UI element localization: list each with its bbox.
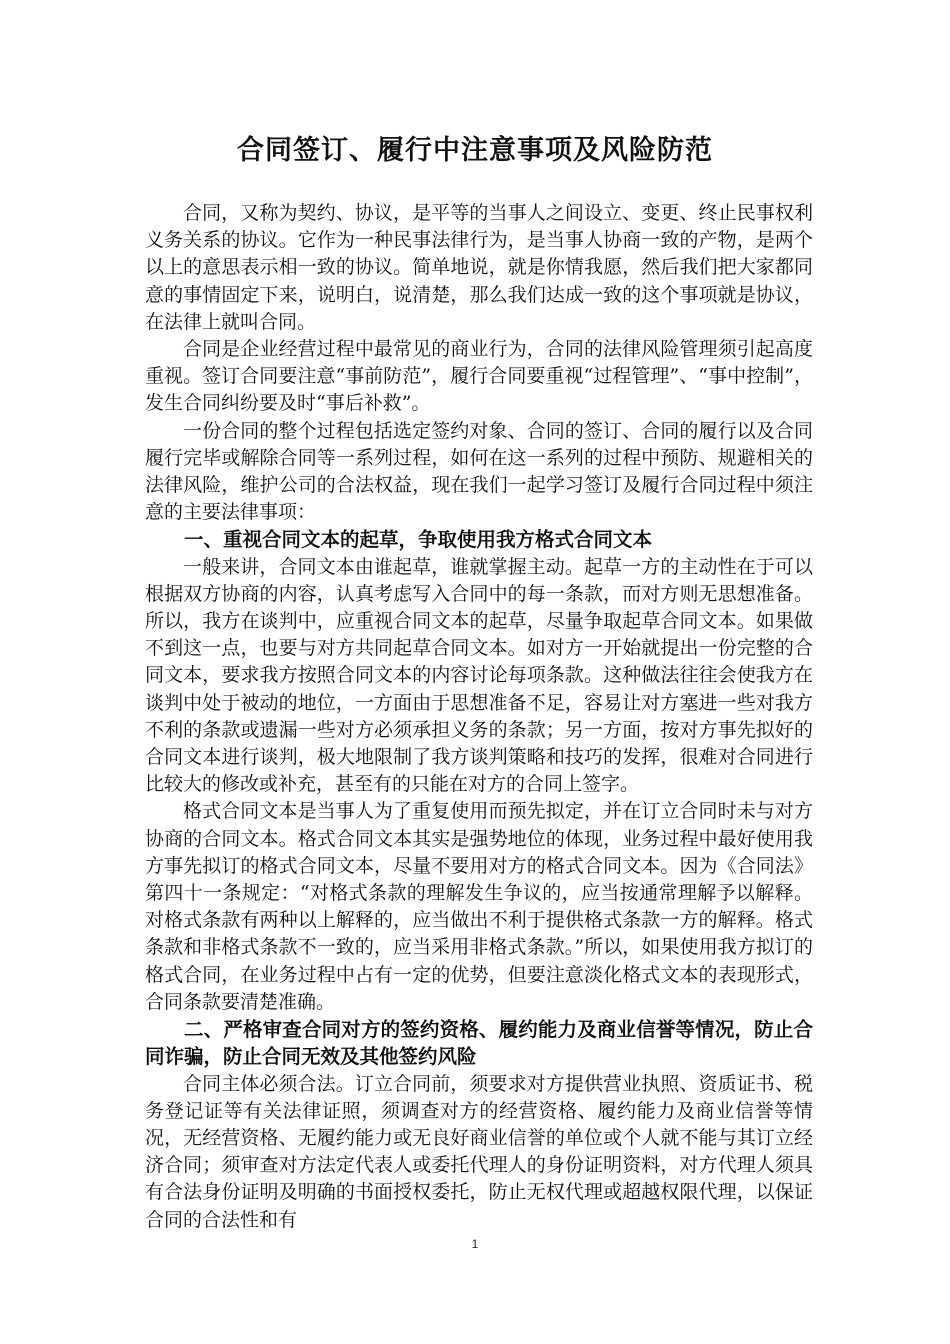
- paragraph: 格式合同文本是当事人为了重复使用而预先拟定，并在订立合同时未与对方协商的合同文本。格式合同文本其实是强势地位的体现，业务过程中最好使用我方事先拟订的格式合同文本，尽量不要用对方的格式合同文本。因为《合同法》第四十一条规定：“对格式条款的理解发生争议的，应当按通常理解予以解释。对格式条款有两种以上解释的，应当做出不利于提供格式条款一方的解释。格式条款和非格式条款不一致的，应当采用非格式条款。”所以，如果使用我方拟订的格式合同，在业务过程中占有一定的优势，但要注意淡化格式文本的表现形式，合同条款要清楚准确。: [145, 800, 813, 1013]
- paragraph: 合同，又称为契约、协议，是平等的当事人之间设立、变更、终止民事权利义务关系的协议。它作为一种民事法律行为，是当事人协商一致的产物，是两个以上的意思表示相一致的协议。简单地说，就是你情我愿，然后我们把大家都同意的事情固定下来，说明白，说清楚，那么我们达成一致的这个事项就是协议，在法律上就叫合同。: [145, 202, 813, 333]
- paragraph: 一般来讲，合同文本由谁起草，谁就掌握主动。起草一方的主动性在于可以根据双方协商的内容，认真考虑写入合同中的每一条款，而对方则无思想准备。所以，我方在谈判中，应重视合同文本的起草，尽量争取起草合同文本。如果做不到这一点，也要与对方共同起草合同文本。如对方一开始就提出一份完整的合同文本，要求我方按照合同文本的内容讨论每项条款。这种做法往往会使我方在谈判中处于被动的地位，一方面由于思想准备不足，容易让对方塞进一些对我方不利的条款或遗漏一些对方必须承担义务的条款；另一方面，按对方事先拟好的合同文本进行谈判，极大地限制了我方谈判策略和技巧的发挥，很难对合同进行比较大的修改或补充，甚至有的只能在对方的合同上签字。: [145, 555, 813, 796]
- page-number: 1: [471, 1237, 479, 1251]
- document-body: [145, 200, 813, 1234]
- section-heading: 一、重视合同文本的起草，争取使用我方格式合同文本: [184, 528, 653, 552]
- section-heading: 二、严格审查合同对方的签约资格、履约能力及商业信誉等情况，防止合同诈骗，防止合同无效及其他签约风险: [145, 1018, 813, 1069]
- paragraph: 合同主体必须合法。订立合同前，须要求对方提供营业执照、资质证书、税务登记证等有关法律证照，须调查对方的经营资格、履约能力及商业信誉等情况，无经营资格、无履约能力或无良好商业信誉的单位或个人就不能与其订立经济合同；须审查对方法定代表人或委托代理人的身份证明资料，对方代理人须具有合法身份证明及明确的书面授权委托，防止无权代理或超越权限代理，以保证合同的合法性和有: [145, 1072, 813, 1231]
- document-title: 合同签订、履行中注意事项及风险防范: [237, 135, 713, 166]
- paragraph: 一份合同的整个过程包括选定签约对象、合同的签订、合同的履行以及合同履行完毕或解除合同等一系列过程，如何在这一系列的过程中预防、规避相关的法律风险，维护公司的合法权益，现在我们一起学习签订及履行合同过程中须注意的主要法律事项：: [145, 419, 813, 524]
- paragraph: 合同是企业经营过程中最常见的商业行为，合同的法律风险管理须引起高度重视。签订合同要注意“事前防范”，履行合同要重视“过程管理”、“事中控制”，发生合同纠纷要及时“事后补救”。: [145, 338, 813, 415]
